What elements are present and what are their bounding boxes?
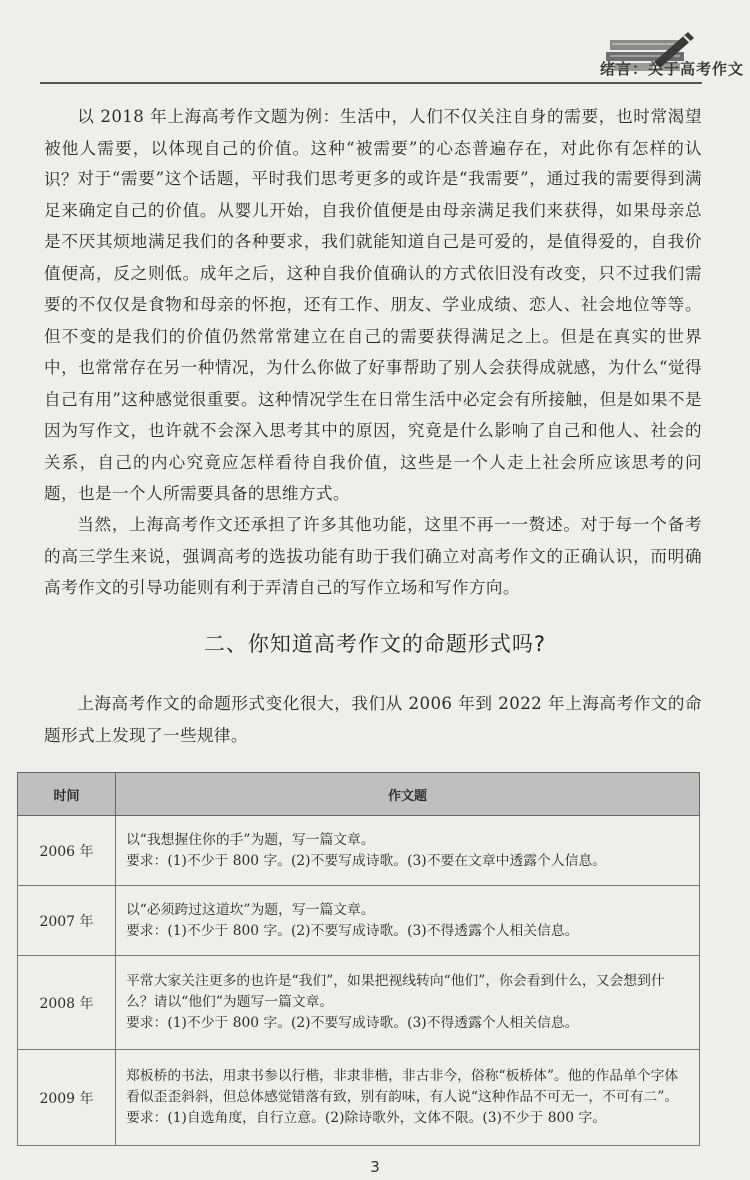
paragraph-other-functions: 当然，上海高考作文还承担了许多其他功能，这里不再一一赘述。对于每一个备考的高三学生来说，强调高考的选拔功能有助于我们确立对高考作文的正确认识，而明确高考作文的引导功能则有利于弄清自己的写作立场和写作方向。 [44,515,702,597]
section-heading: 二、你知道高考作文的命题形式吗? [203,632,547,656]
section-intro: 上海高考作文的命题形式变化很大，我们从 2006 年到 2022 年上海高考作文的命题形式上发现了一些规律。 [44,694,702,745]
running-title: 绪言：关于高考作文 [599,60,744,78]
topic-cell [116,886,700,956]
year-cell: 2006 年 [18,816,116,886]
topic-cell [116,816,700,886]
topic-cell [116,1050,700,1146]
exam-topic-table [17,772,700,1146]
year-cell: 2007 年 [18,886,116,956]
table-row [18,816,700,886]
header-divider [40,82,702,84]
requirement-line: 要求：(1)不少于 800 字。(2)不要写成诗歌。(3)不要在文章中透露个人信息。 [126,852,607,869]
topic-line: 以“必须跨过这道坎”为题，写一篇文章。 [126,901,375,918]
topic-line: 郑板桥的书法，用隶书参以行楷，非隶非楷，非古非今，俗称“板桥体”。他的作品单个字体看似歪歪斜斜，但总体感觉错落有致，别有韵味，有人说“这种作品不可无一，不可有二”。 [126,1068,679,1105]
requirement-line: 要求：(1)不少于 800 字。(2)不要写成诗歌。(3)不得透露个人相关信息。 [126,1015,579,1031]
year-cell: 2009 年 [18,1050,116,1146]
column-header-time: 时间 [18,773,116,816]
requirement-line: 要求：(1)不少于 800 字。(2)不要写成诗歌。(3)不得透露个人相关信息。 [126,922,579,939]
year-cell: 2008 年 [18,956,116,1050]
table-row [18,1050,700,1146]
topic-cell [116,956,700,1050]
topic-line: 平常大家关注更多的也许是“我们”，如果把视线转向“他们”，你会看到什么，又会想到什么？请以“他们”为题写一篇文章。 [126,973,665,1010]
paragraph-need-discussion: 对于“需要”这个话题，平时我们思考更多的或许是“我需要”，通过我的需要得到满足来确定自己的价值。从婴儿开始，自我价值便是由母亲满足我们来获得，如果母亲总是不厌其烦地满足我们的各种要求，我们就能知道自己是可爱的，是值得爱的，自我价值便高，反之则低。成年之后，这种自我价值确认的方式依旧没有改变，只不过我们需要的不仅仅是食物和母亲的怀抱，还有工作、朋友、学业成绩、恋人、社会地位等等。但不变的是我们的价值仍然常常建立在自己的需要获得满足之上。但是在真实的世界中，也常常存在另一种情况，为什么你做了好事帮助了别人会获得成就感，为什么“觉得自己有用”这种感觉很重要。这种情况学生在日常生活中必定会有所接触，但是如果不是因为写作文，也许就不会深入思考其中的原因，究竟是什么影响了自己和他人、社会的关系，自己的内心究竟应怎样看待自我价值，这些是一个人走上社会所应该思考的问题，也是一个人所需要具备的思维方式。 [44,169,702,503]
page-number: 3 [370,1158,380,1176]
table-header-row [18,773,700,816]
table-row [18,956,700,1050]
column-header-topic: 作文题 [116,773,700,816]
topic-line: 以“我想握住你的手”为题，写一篇文章。 [126,831,375,848]
paragraph-example: 以 2018 年上海高考作文题为例：生活中，人们不仅关注自身的需要，也时常渴望被他人需要，以体现自己的价值。这种“被需要”的心态普遍存在，对此你有怎样的认识？ [44,107,702,189]
requirement-line: 要求：(1)自选角度，自行立意。(2)除诗歌外，文体不限。(3)不少于 800 字。 [126,1110,607,1126]
table-row [18,886,700,956]
